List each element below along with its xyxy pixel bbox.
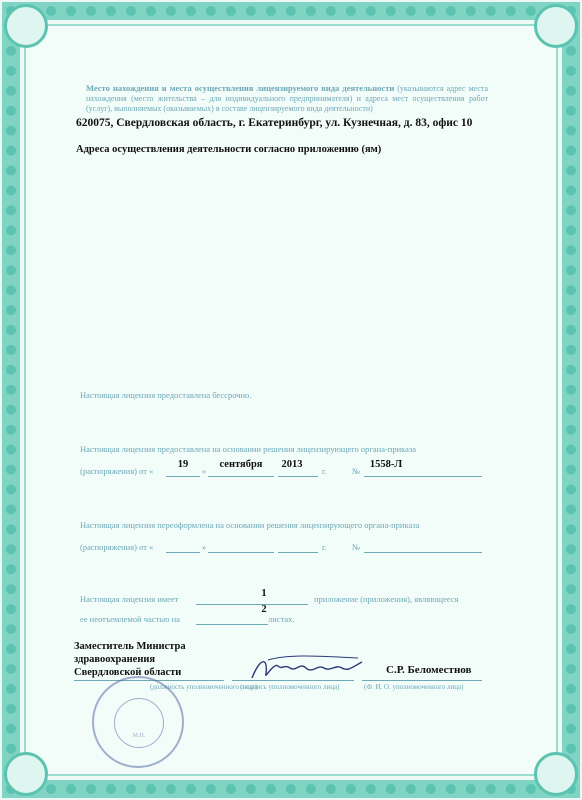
signature-image [248, 650, 368, 686]
appendix-pages-line [196, 624, 268, 625]
location-header-note: (указываются адрес места нахождения (место жительства – для индивидуального предпринимателя) и адреса мест осуществления работ (услуг), выполняемых (оказываемых) в составе лицензируемого вида деятельности) [86, 84, 488, 113]
signature-caption: (подпись уполномоченного лица) [240, 683, 340, 691]
license-address: 620075, Свердловская область, г. Екатеринбург, ул. Кузнечная, д. 83, офис 10 [76, 117, 473, 129]
grant-day: 19 [177, 459, 189, 470]
corner-ornament [534, 4, 578, 48]
corner-ornament [534, 752, 578, 796]
appendix-line2b: листах. [268, 614, 295, 624]
appendix-line1a: Настоящая лицензия имеет [80, 594, 179, 604]
seal-label: М.П. [132, 733, 146, 739]
grant-month-line [208, 476, 274, 477]
grant-year-line [278, 476, 318, 477]
seal-emblem [114, 698, 164, 748]
grant-year: 2013 [281, 459, 303, 470]
reissue-month-line [208, 552, 274, 553]
appendix-pages: 2 [261, 604, 267, 615]
corner-ornament [4, 4, 48, 48]
reissue-year-suffix: г. [322, 542, 327, 552]
grant-num-label: № [352, 466, 361, 476]
activity-addresses-note: Адреса осуществления деятельности согласно приложению (ям) [76, 144, 382, 155]
signatory-title [74, 640, 186, 679]
grant-month: сентября [219, 459, 263, 470]
grant-number-line [364, 476, 482, 477]
official-seal [92, 676, 184, 768]
signatory-title-line1: Заместитель Министра [74, 641, 186, 652]
grant-number: 1558-Л [369, 459, 403, 470]
reissue-line1: Настоящая лицензия переоформлена на основании решения лицензирующего органа-приказа [80, 520, 420, 530]
reissue-number-line [364, 552, 482, 553]
appendix-line2a: ее неотъемлемой частью на [80, 614, 180, 624]
grant-line1: Настоящая лицензия предоставлена на основании решения лицензирующего органа-приказа [80, 444, 417, 454]
appendix-line1b: приложение (приложения), являющееся [314, 594, 459, 604]
corner-ornament [4, 752, 48, 796]
name-caption: (Ф. И. О. уполномоченного лица) [364, 683, 464, 691]
grant-prefix: (распоряжения) от « [80, 466, 154, 476]
location-header-title: Место нахождения и места осуществления лицензируемого вида деятельности [86, 83, 395, 93]
location-header [86, 83, 488, 114]
grant-sep: » [202, 466, 207, 476]
reissue-num-label: № [352, 542, 361, 552]
reissue-prefix: (распоряжения) от « [80, 542, 154, 552]
grant-day-line [166, 476, 200, 477]
name-line [362, 680, 482, 681]
grant-year-suffix: г. [322, 466, 327, 476]
position-caption: (должность уполномоченного лица) [150, 683, 258, 691]
appendix-count: 1 [261, 588, 267, 599]
reissue-year-line [278, 552, 318, 553]
validity-text: Настоящая лицензия предоставлена бессрочно. [80, 390, 252, 400]
signatory-title-line2: здравоохранения [74, 654, 156, 665]
reissue-sep: » [202, 542, 207, 552]
signatory-name: С.Р. Беломестнов [386, 664, 472, 676]
reissue-day-line [166, 552, 200, 553]
signatory-title-line3: Свердловской области [74, 667, 182, 678]
